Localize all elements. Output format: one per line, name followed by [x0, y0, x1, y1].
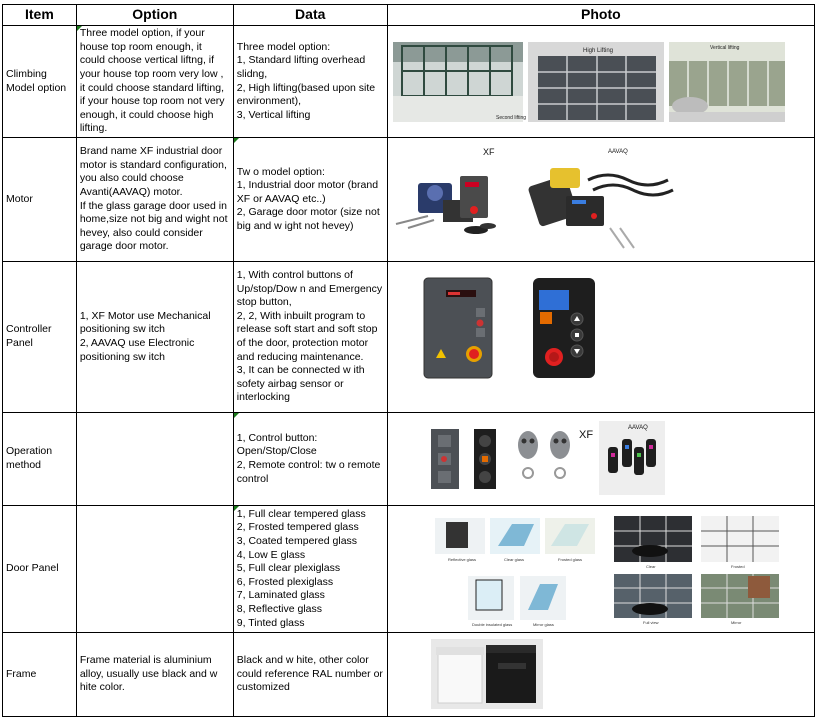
xf-controller-image: [424, 278, 492, 378]
data-cell: 1, Control button: Open/Stop/Close 2, Remote control: tw o remote control: [233, 413, 387, 506]
data-cell: Tw o model option: 1, Industrial door motor (brand XF or AAVAQ etc..) 2, Garage door motor (size not big and w ight not hevey): [233, 138, 387, 262]
view-label: Clear: [645, 564, 656, 569]
panel-photos: [388, 506, 799, 633]
option-cell: [76, 413, 233, 506]
view-label: Mirror: [730, 620, 742, 625]
xf-motor-image: [396, 176, 496, 234]
glass-label: Frosted glass: [557, 557, 582, 562]
header-option: Option: [76, 5, 233, 26]
photo-cell: [387, 262, 814, 413]
photo-cell: [387, 413, 814, 506]
photo-label: High Lifting: [582, 48, 613, 54]
door-photos: [388, 26, 799, 138]
spec-table: [2, 4, 815, 717]
item-cell: Motor: [3, 138, 77, 262]
item-cell: Controller Panel: [3, 262, 77, 413]
item-cell: Operation method: [3, 413, 77, 506]
table-row: [3, 413, 815, 506]
aavaq-label: AAVAQ: [607, 149, 628, 155]
photo-label: Vertical lifting: [709, 45, 740, 51]
controller-photos: [388, 262, 799, 413]
glass-label: Reflective glass: [447, 557, 476, 562]
xf-remotes-image: [518, 431, 570, 478]
glass-label: Mirror glass: [532, 622, 554, 627]
header-item: Item: [3, 5, 77, 26]
motor-photos: [388, 138, 799, 262]
option-cell: Frame material is aluminium alloy, usually use black and w hite color.: [76, 633, 233, 717]
photo-cell: [387, 138, 814, 262]
photo-cell: [387, 633, 814, 717]
aavaq-motor-image: [527, 168, 673, 248]
glass-label: Clear glass: [503, 557, 524, 562]
option-cell: 1, XF Motor use Mechanical positioning sw itch 2, AAVAQ use Electronic positioning sw itch: [76, 262, 233, 413]
option-cell: [76, 506, 233, 633]
vertical-lifting-photo: [669, 42, 785, 122]
header-photo: Photo: [387, 5, 814, 26]
table-row: [3, 633, 815, 717]
table-row: [3, 262, 815, 413]
frame-photo: [388, 633, 799, 717]
item-cell: Door Panel: [3, 506, 77, 633]
operation-photos: [388, 413, 799, 506]
data-cell: Three model option: 1, Standard lifting overhead slidng, 2, High lifting(based upon site environment), 3, Vertical lifting: [233, 26, 387, 138]
data-cell: Black and w hite, other color could reference RAL number or customized: [233, 633, 387, 717]
item-cell: Frame: [3, 633, 77, 717]
table-row: [3, 506, 815, 633]
glass-samples-image: [435, 518, 595, 620]
table-row: [3, 138, 815, 262]
photo-label: Second lifting: [495, 115, 526, 121]
table-row: [3, 26, 815, 138]
standard-lifting-photo: [393, 42, 523, 122]
xf-buttons-image: [431, 429, 459, 489]
door-view-samples-image: [614, 516, 779, 618]
glass-label: Double insulated glass: [471, 622, 512, 627]
view-label: Frosted: [730, 564, 745, 569]
xf-label: XF: [578, 429, 593, 441]
option-cell: Brand name XF industrial door motor is standard configuration, you also could choose Avanti(AAVAQ) motor. If the glass garage door used in home,size not big and wight not hevey, also could consider garage door motor.: [76, 138, 233, 262]
view-label: Full view: [642, 620, 659, 625]
option-cell: Three model option, if your house top room enough, it could choose vertical liftng, if your house top room very low , it could choose standard lifting, if your house top room not very enough, it could choose high lifting.: [76, 26, 233, 138]
high-lifting-photo: [528, 42, 664, 122]
data-cell: 1, Full clear tempered glass 2, Frosted tempered glass 3, Coated tempered glass 4, Low E glass 5, Full clear plexiglass 6, Frosted plexiglass 7, Laminated glass 8, Reflective glass 9, Tinted glass: [233, 506, 387, 633]
item-cell: Climbing Model option: [3, 26, 77, 138]
photo-cell: [387, 26, 814, 138]
data-cell: 1, With control buttons of Up/stop/Dow n and Emergency stop button, 2, 2, With inbuilt program to release soft start and soft stop of the door, protection motor and reducing maintenance. 3, It can be connected w ith sofety airbag sensor or interlocking: [233, 262, 387, 413]
xf-label: XF: [482, 147, 495, 157]
aavaq-controller-image: [533, 278, 595, 378]
aavaq-remotes-image: [599, 421, 665, 495]
aavaq-buttons-image: [474, 429, 496, 489]
aavaq-label: AAVAQ: [627, 425, 648, 431]
photo-cell: [387, 506, 814, 633]
header-row: [3, 5, 815, 26]
header-data: Data: [233, 5, 387, 26]
